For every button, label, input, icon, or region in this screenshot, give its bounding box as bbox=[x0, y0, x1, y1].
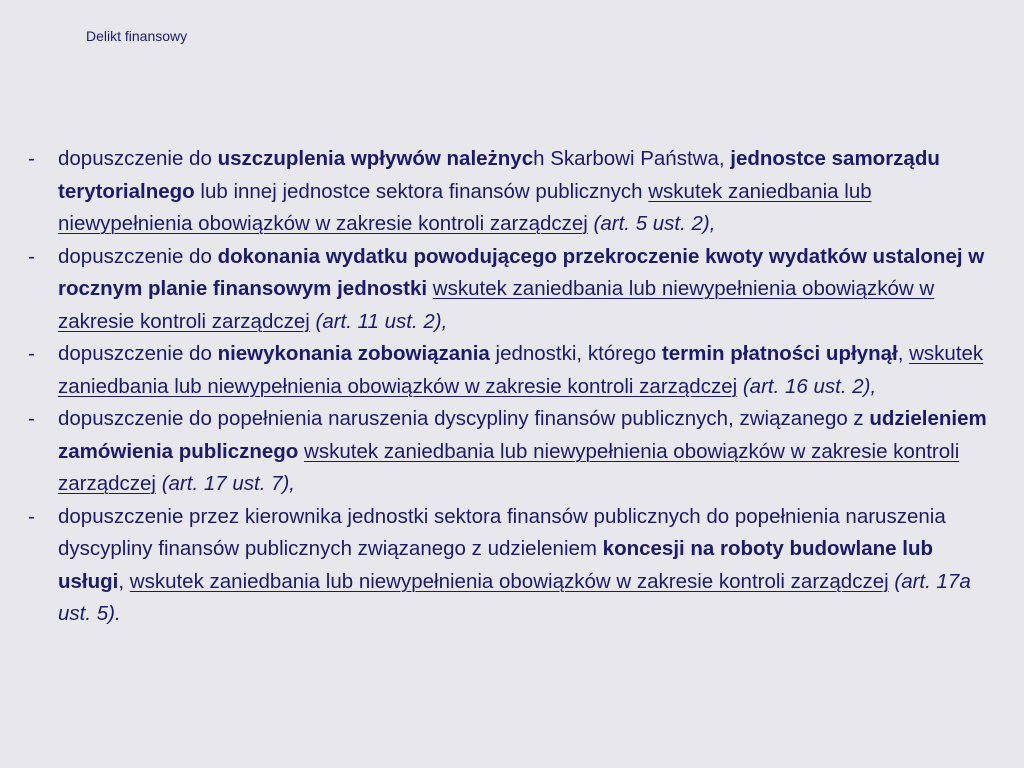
list-item-text bbox=[58, 338, 996, 403]
bold-text: udzieleniem zamówienia publicznego bbox=[58, 407, 987, 463]
article-reference: (art. 17 ust. 7), bbox=[161, 472, 296, 495]
list-item bbox=[28, 501, 996, 631]
text-segment: , bbox=[118, 569, 130, 593]
list-item-text bbox=[58, 143, 996, 241]
underlined-text: wskutek zaniedbania lub niewypełnienia obowiązków w zakresie kontroli zarządczej bbox=[58, 179, 872, 235]
text-segment: dopuszczenie do bbox=[58, 342, 218, 365]
text-segment: jednostki, którego bbox=[489, 342, 662, 365]
list-item bbox=[28, 241, 996, 339]
underlined-text: wskutek zaniedbania lub niewypełnienia obowiązków w zakresie kontroli zarządczej bbox=[58, 439, 960, 495]
bold-text: uszczuplenia wpływów należnyc bbox=[217, 147, 534, 170]
underlined-text: wskutek zaniedbania lub niewypełnienia obowiązków w zakresie kontroli zarządczej bbox=[58, 277, 935, 333]
slide-header-title: Delikt finansowy bbox=[86, 28, 188, 44]
article-reference: (art. 11 ust. 2), bbox=[315, 309, 448, 333]
bullet-dash: - bbox=[28, 407, 35, 430]
bullet-dash: - bbox=[28, 244, 35, 268]
bold-text: jednostce samorządu terytorialnego bbox=[58, 147, 940, 203]
bold-text: termin płatności upłynął bbox=[661, 342, 898, 365]
text-segment: lub innej jednostce sektora finansów publicznych bbox=[194, 179, 649, 203]
bullet-dash: - bbox=[28, 147, 35, 170]
article-reference: (art. 16 ust. 2), bbox=[742, 374, 877, 398]
bold-text: dokonania wydatku powodującego przekroczenie kwoty wydatków ustalonej w rocznym planie finansowym jednostki bbox=[58, 244, 985, 300]
bullet-dash: - bbox=[28, 342, 35, 365]
text-segment: , bbox=[897, 342, 910, 365]
list-item-text bbox=[58, 403, 996, 501]
list-item-text bbox=[58, 241, 996, 339]
bold-text: koncesji na roboty budowlane lub usługi bbox=[58, 537, 933, 593]
list-item bbox=[28, 143, 996, 241]
list-item bbox=[28, 338, 996, 403]
bold-text: niewykonania zobowiązania bbox=[217, 342, 490, 365]
text-segment: h Skarbowi Państwa, bbox=[533, 147, 731, 170]
text-segment: dopuszczenie do bbox=[58, 147, 218, 170]
text-segment: dopuszczenie przez kierownika jednostki sektora finansów publicznych do popełnienia naruszenia dyscypliny finansów publicznych związanego z udzieleniem bbox=[58, 504, 946, 560]
underlined-text: wskutek zaniedbania lub niewypełnienia obowiązków w zakresie kontroli zarządczej bbox=[129, 569, 889, 593]
text-segment: dopuszczenie do popełnienia naruszenia dyscypliny finansów publicznych, związanego z bbox=[58, 407, 870, 430]
article-reference: (art. 17a ust. 5). bbox=[58, 569, 971, 625]
underlined-text: wskutek zaniedbania lub niewypełnienia obowiązków w zakresie kontroli zarządczej bbox=[58, 342, 984, 398]
text-segment: dopuszczenie do bbox=[58, 244, 218, 268]
bullet-list bbox=[28, 143, 996, 631]
list-item-text bbox=[58, 501, 996, 631]
bullet-dash: - bbox=[28, 504, 35, 528]
list-item bbox=[28, 403, 996, 501]
article-reference: (art. 5 ust. 2), bbox=[593, 212, 716, 235]
